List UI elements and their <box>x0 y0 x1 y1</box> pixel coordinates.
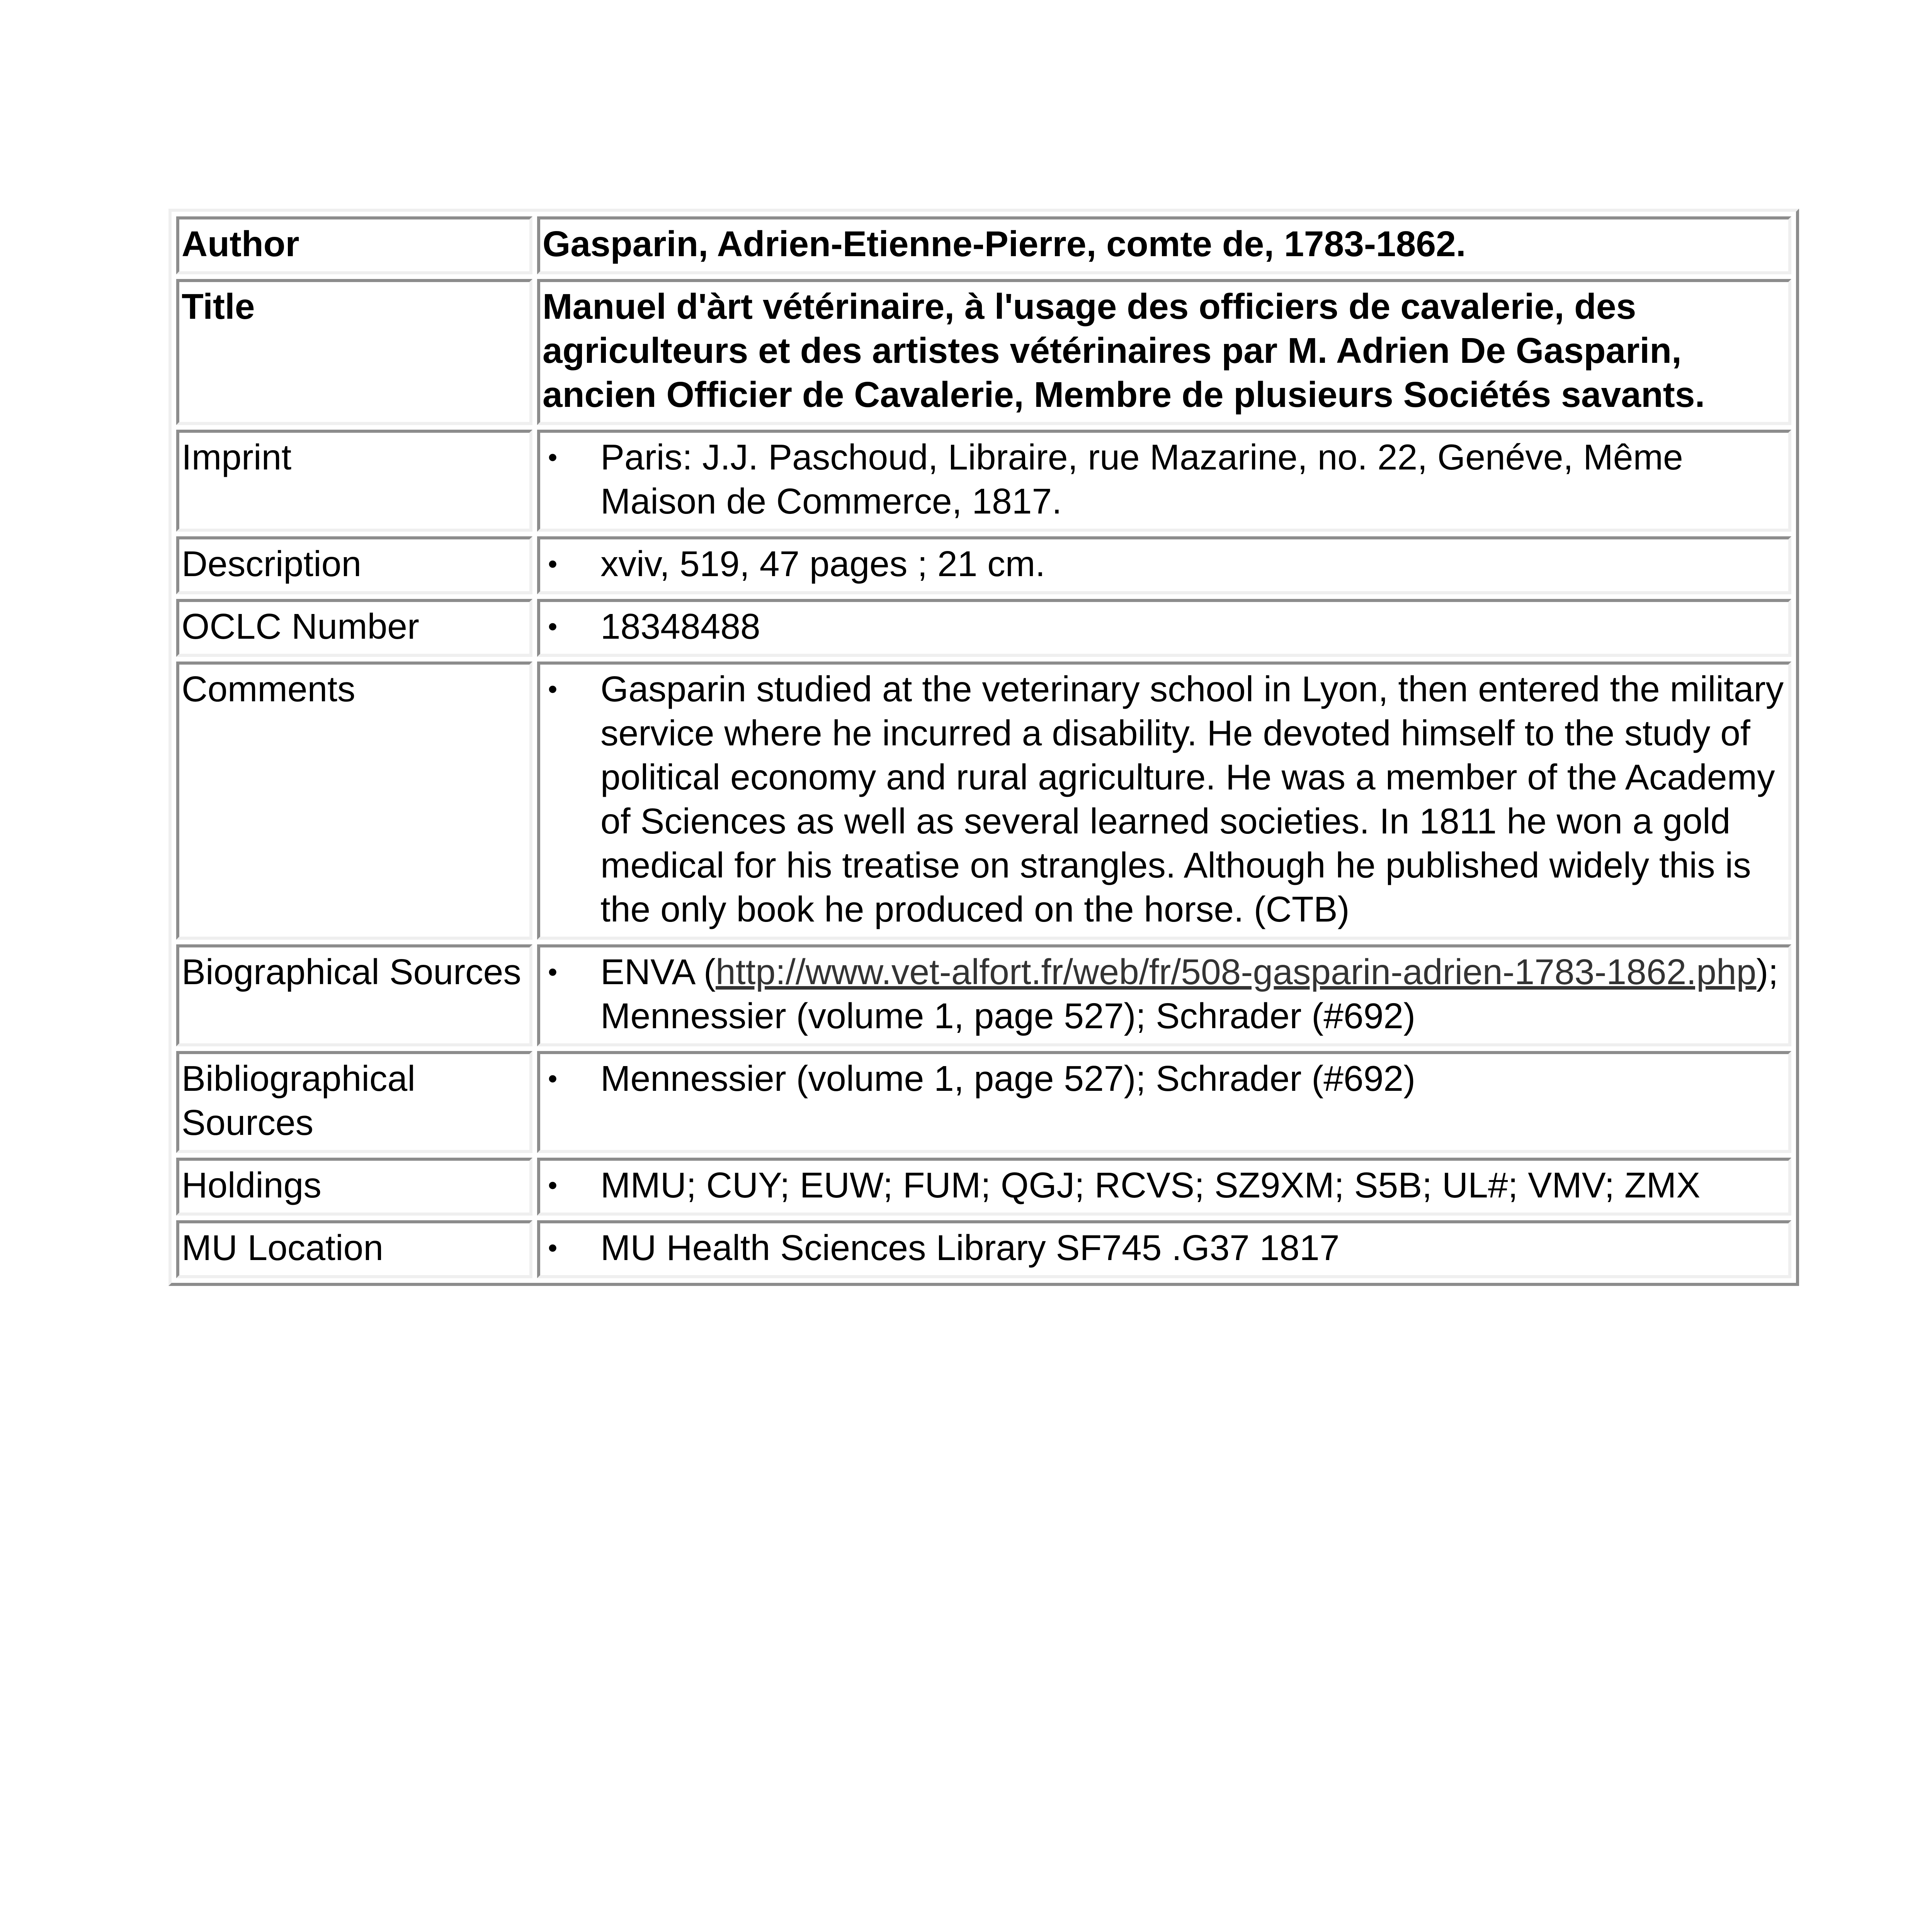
title-value: Manuel d'àrt vétérinaire, à l'usage des officiers de cavalerie, des agriculteurs et des artistes vétérinaires par M. Adrien De Gasparin, ancien Officier de Cavalerie, Membre de plusieurs Sociétés savants. <box>537 279 1791 425</box>
comments-cell <box>537 662 1791 940</box>
description-value: xviv, 519, 47 pages ; 21 cm. <box>600 544 1046 584</box>
row-mu-location <box>176 1220 1791 1278</box>
row-imprint <box>176 430 1791 532</box>
imprint-value: Paris: J.J. Paschoud, Libraire, rue Mazarine, no. 22, Genéve, Même Maison de Commerce, 1817. <box>600 437 1683 521</box>
list-item <box>543 435 1787 523</box>
location-value: MU Health Sciences Library SF745 .G37 1817 <box>600 1228 1340 1268</box>
holdings-cell <box>537 1158 1791 1216</box>
bullet-icon: • <box>548 611 558 641</box>
list-item <box>543 1163 1787 1207</box>
bibliographical-value: Mennessier (volume 1, page 527); Schrader (#692) <box>600 1058 1416 1099</box>
imprint-label: Imprint <box>176 430 532 532</box>
description-cell <box>537 536 1791 594</box>
list-item <box>543 667 1787 931</box>
row-title <box>176 279 1791 425</box>
catalog-record-table <box>168 209 1799 1286</box>
row-description <box>176 536 1791 594</box>
bullet-icon: • <box>548 1063 558 1094</box>
bullet-icon: • <box>548 674 558 704</box>
list-item <box>543 542 1787 586</box>
bullet-icon: • <box>548 549 558 579</box>
row-comments <box>176 662 1791 940</box>
enva-link[interactable]: http://www.vet-alfort.fr/web/fr/508-gasparin-adrien-1783-1862.php <box>716 952 1757 992</box>
bullet-icon: • <box>548 1170 558 1200</box>
author-label: Author <box>176 216 532 274</box>
list-item <box>543 950 1787 1038</box>
location-cell <box>537 1220 1791 1278</box>
holdings-value: MMU; CUY; EUW; FUM; QGJ; RCVS; SZ9XM; S5B; UL#; VMV; ZMX <box>600 1165 1701 1205</box>
description-label: Description <box>176 536 532 594</box>
row-author <box>176 216 1791 274</box>
list-item <box>543 1226 1787 1270</box>
imprint-cell <box>537 430 1791 532</box>
list-item <box>543 604 1787 648</box>
biographical-prefix: ENVA ( <box>600 952 716 992</box>
biographical-cell <box>537 944 1791 1046</box>
oclc-label: OCLC Number <box>176 599 532 657</box>
bullet-icon: • <box>548 442 558 472</box>
oclc-value: 18348488 <box>600 606 760 646</box>
author-value: Gasparin, Adrien-Etienne-Pierre, comte de, 1783-1862. <box>537 216 1791 274</box>
row-oclc <box>176 599 1791 657</box>
row-biographical-sources <box>176 944 1791 1046</box>
comments-value: Gasparin studied at the veterinary school in Lyon, then entered the military service where he incurred a disability. He devoted himself to the study of political economy and rural agriculture. He was a member of the Academy of Sciences as well as several learned societies. In 1811 he won a gold medical for his treatise on strangles. Although he published widely this is the only book he produced on the horse. (CTB) <box>600 669 1784 929</box>
bibliographical-label: Bibliographical Sources <box>176 1051 532 1153</box>
bullet-icon: • <box>548 957 558 987</box>
location-label: MU Location <box>176 1220 532 1278</box>
biographical-label: Biographical Sources <box>176 944 532 1046</box>
comments-label: Comments <box>176 662 532 940</box>
title-label: Title <box>176 279 532 425</box>
bullet-icon: • <box>548 1233 558 1263</box>
list-item <box>543 1056 1787 1100</box>
biographical-suffix: ); Mennessier (volume 1, page 527); Schrader (#692) <box>600 952 1779 1036</box>
holdings-label: Holdings <box>176 1158 532 1216</box>
oclc-cell <box>537 599 1791 657</box>
bibliographical-cell <box>537 1051 1791 1153</box>
row-bibliographical-sources <box>176 1051 1791 1153</box>
row-holdings <box>176 1158 1791 1216</box>
